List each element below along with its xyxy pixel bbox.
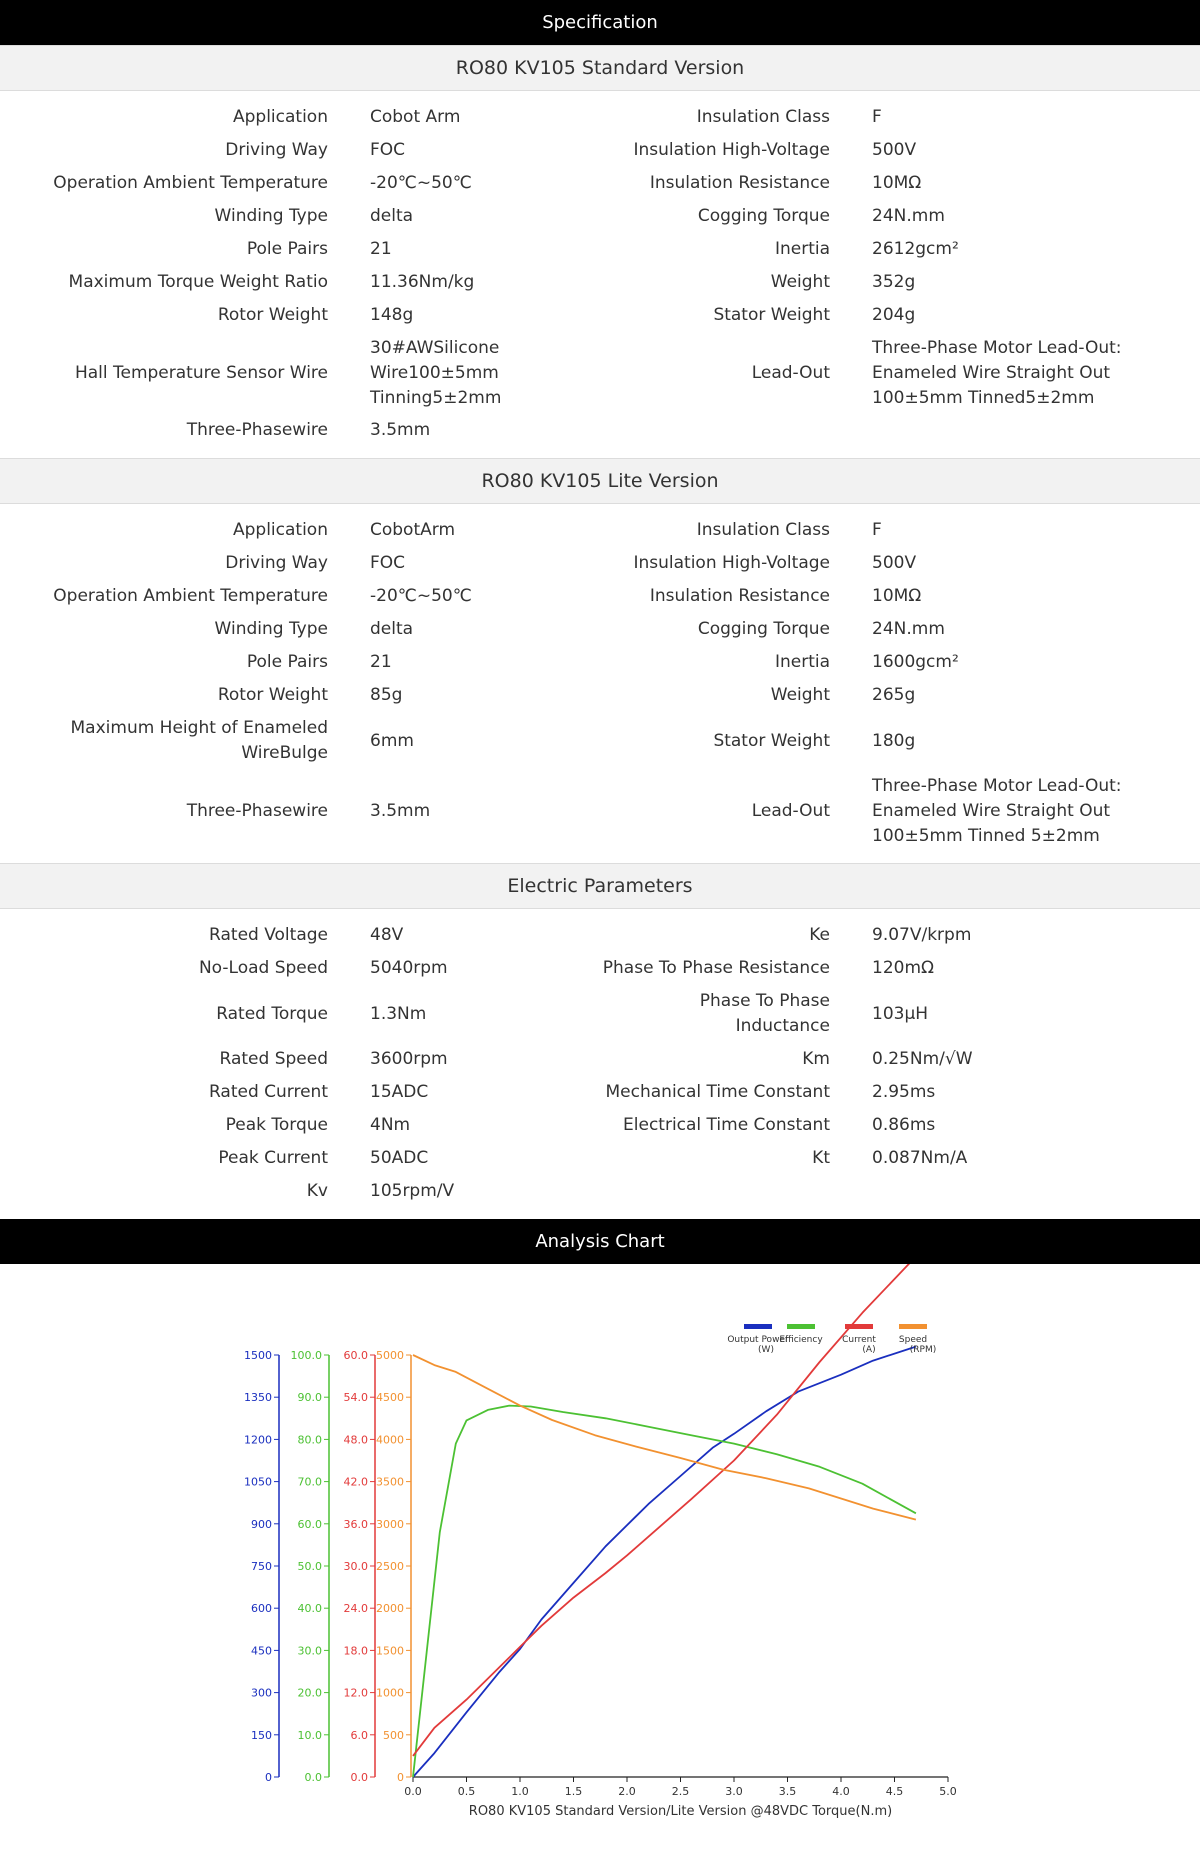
spec-label: Km <box>802 1049 830 1069</box>
spec-value: 0.087Nm/A <box>872 1148 968 1168</box>
spec-label: Inertia <box>774 239 830 259</box>
spec-label: Peak Current <box>218 1148 328 1168</box>
y-tick-label: 50.0 <box>297 1560 322 1573</box>
spacer <box>830 580 872 613</box>
spec-value: 3600rpm <box>370 1049 448 1069</box>
x-tick-label: 3.0 <box>725 1785 743 1798</box>
y-tick-label: 150 <box>251 1728 272 1742</box>
spec-value: 24N.mm <box>872 206 945 226</box>
spec-label: Lead-Out <box>751 800 830 821</box>
spacer <box>830 514 872 547</box>
electric-parameters-title-text: Electric Parameters <box>507 875 693 897</box>
spacer <box>328 101 370 134</box>
spec-label: Insulation High-Voltage <box>633 553 830 573</box>
y-tick-label: 300 <box>251 1686 272 1700</box>
spec-value: Three-Phase Motor Lead-Out: Enameled Wire Straight Out 100±5mm Tinned 5±2mm <box>872 775 1122 846</box>
x-tick-label: 2.5 <box>671 1785 690 1798</box>
specification-title: Specification <box>542 12 658 33</box>
spacer <box>328 200 370 233</box>
spec-label: No-Load Speed <box>198 958 328 978</box>
spec-label: Electrical Time Constant <box>623 1115 830 1135</box>
spec-label: Driving Way <box>225 553 328 573</box>
series-line-output-power <box>413 1347 916 1777</box>
y-tick-label: 24.0 <box>343 1602 368 1616</box>
x-tick-label: 0.0 <box>404 1785 422 1798</box>
y-tick-label: 4500 <box>376 1391 404 1405</box>
spec-label: Ke <box>809 925 830 945</box>
y-tick-label: 42.0 <box>343 1475 368 1489</box>
y-tick-label: 6.0 <box>350 1728 368 1742</box>
spacer <box>830 646 872 679</box>
y-tick-label: 5000 <box>376 1349 404 1362</box>
spec-label: Lead-Out <box>751 362 830 383</box>
spec-value: 10MΩ <box>872 173 922 193</box>
spacer <box>830 299 872 332</box>
spec-value: 5040rpm <box>370 958 448 978</box>
y-tick-label: 18.0 <box>343 1644 368 1658</box>
spec-label: Insulation Resistance <box>649 586 830 606</box>
spacer <box>830 1142 872 1175</box>
spacer <box>328 1109 370 1142</box>
spacer <box>328 1076 370 1109</box>
spec-value: 3.5mm <box>370 800 431 821</box>
y-tick-label: 0 <box>265 1771 272 1784</box>
y-tick-label: 30.0 <box>297 1644 322 1658</box>
y-tick-label: 90.0 <box>297 1391 322 1405</box>
spec-label: Rotor Weight <box>217 305 328 325</box>
legend-swatch <box>787 1324 815 1329</box>
spec-value: 11.36Nm/kg <box>370 272 475 292</box>
spacer <box>830 1175 872 1208</box>
spacer <box>328 167 370 200</box>
legend-label: Output Power <box>727 1335 789 1345</box>
spec-value: 352g <box>872 272 916 292</box>
legend-swatch <box>899 1324 927 1329</box>
spacer <box>328 547 370 580</box>
spacer <box>830 266 872 299</box>
spec-value: 2612gcm² <box>872 239 959 259</box>
spec-value: 21 <box>370 239 392 259</box>
legend-swatch <box>744 1324 772 1329</box>
spec-value: 1.3Nm <box>370 1003 427 1024</box>
spec-value: 9.07V/krpm <box>872 925 972 945</box>
spec-value: 204g <box>872 305 916 325</box>
electric-parameters-title <box>0 863 1200 909</box>
spec-value: -20℃~50℃ <box>370 586 472 606</box>
lite-version-title-text: RO80 KV105 Lite Version <box>481 470 719 492</box>
legend-label: Current <box>842 1335 876 1345</box>
series-line-efficiency <box>413 1406 916 1777</box>
spec-value: 3.5mm <box>370 420 431 440</box>
spec-value: 30#AWSilicone Wire100±5mm Tinning5±2mm <box>370 337 502 408</box>
y-tick-label: 4000 <box>376 1433 404 1447</box>
spec-label <box>542 414 830 447</box>
spacer <box>328 919 370 952</box>
spec-value: 0.86ms <box>872 1115 936 1135</box>
spec-value <box>872 414 1200 447</box>
spec-value: 103μH <box>872 1003 929 1024</box>
x-tick-label: 4.5 <box>885 1785 904 1798</box>
standard-spec-table <box>0 91 1200 458</box>
spec-value: 48V <box>370 925 404 945</box>
spacer <box>328 414 370 447</box>
x-tick-label: 2.0 <box>618 1785 636 1798</box>
spacer <box>830 167 872 200</box>
spacer <box>328 679 370 712</box>
y-tick-label: 0.0 <box>304 1771 322 1784</box>
y-tick-label: 3500 <box>376 1475 404 1489</box>
y-tick-label: 1500 <box>376 1644 404 1658</box>
lite-version-title <box>0 458 1200 504</box>
specification-header <box>0 0 1200 45</box>
y-tick-label: 70.0 <box>297 1475 322 1489</box>
y-tick-label: 0.0 <box>350 1771 368 1784</box>
x-tick-label: 1.5 <box>564 1785 583 1798</box>
spacer <box>328 299 370 332</box>
spacer <box>328 134 370 167</box>
spacer <box>830 233 872 266</box>
spacer <box>328 332 370 414</box>
y-tick-label: 20.0 <box>297 1686 322 1700</box>
spec-value: -20℃~50℃ <box>370 173 472 193</box>
spec-label: Insulation Class <box>696 520 830 540</box>
spec-label: Winding Type <box>214 619 328 639</box>
y-tick-label: 0 <box>397 1771 404 1784</box>
legend-unit: (W) <box>758 1345 774 1355</box>
spacer <box>830 101 872 134</box>
analysis-chart <box>0 1264 1200 1826</box>
y-tick-label: 100.0 <box>290 1349 322 1362</box>
spec-label <box>542 1175 830 1208</box>
spacer <box>830 919 872 952</box>
spec-label: Insulation High-Voltage <box>633 140 830 160</box>
spec-label: Pole Pairs <box>246 239 328 259</box>
y-tick-label: 2500 <box>376 1560 404 1573</box>
spec-label: Operation Ambient Temperature <box>53 173 328 193</box>
y-tick-label: 54.0 <box>343 1391 368 1405</box>
spacer <box>830 985 872 1043</box>
spec-label: Rated Speed <box>219 1049 328 1069</box>
y-tick-label: 900 <box>251 1517 272 1531</box>
standard-version-title-text: RO80 KV105 Standard Version <box>455 57 745 79</box>
spacer <box>328 514 370 547</box>
spacer <box>830 200 872 233</box>
spec-value: 105rpm/V <box>370 1181 455 1201</box>
y-tick-label: 40.0 <box>297 1602 322 1616</box>
spec-value: FOC <box>370 553 406 573</box>
legend-label: Efficiency <box>779 1335 823 1345</box>
spacer <box>328 1175 370 1208</box>
y-tick-label: 600 <box>251 1602 272 1616</box>
spec-value: F <box>872 520 882 540</box>
spec-label: Weight <box>770 272 830 292</box>
spec-value: 4Nm <box>370 1115 411 1135</box>
x-tick-label: 3.5 <box>778 1785 797 1798</box>
spec-value: 180g <box>872 730 916 751</box>
spacer <box>830 952 872 985</box>
spacer <box>830 1043 872 1076</box>
spec-label: Maximum Height of Enameled WireBulge <box>70 718 328 763</box>
spacer <box>830 770 872 852</box>
spec-label: Cogging Torque <box>697 619 830 639</box>
spec-label: Three-Phasewire <box>186 800 328 821</box>
spacer <box>328 1142 370 1175</box>
spec-label: Inertia <box>774 652 830 672</box>
series-line-current <box>413 1264 916 1756</box>
y-tick-label: 10.0 <box>297 1728 322 1742</box>
spec-label: Phase To Phase Inductance <box>699 991 830 1036</box>
spec-value: 0.25Nm/√W <box>872 1049 973 1069</box>
y-tick-label: 750 <box>251 1560 272 1573</box>
spec-value: FOC <box>370 140 406 160</box>
y-tick-label: 500 <box>383 1728 404 1742</box>
series-line-speed <box>413 1355 916 1520</box>
spec-label: Driving Way <box>225 140 328 160</box>
y-tick-label: 1000 <box>376 1686 404 1700</box>
x-tick-label: 4.0 <box>832 1785 850 1798</box>
spec-label: Rated Torque <box>216 1003 328 1024</box>
spec-value: F <box>872 107 882 127</box>
spacer <box>830 332 872 414</box>
legend-unit: (RPM) <box>909 1345 937 1355</box>
spec-value: 15ADC <box>370 1082 429 1102</box>
spec-label: Rated Current <box>208 1082 328 1102</box>
y-tick-label: 48.0 <box>343 1433 368 1447</box>
y-tick-label: 60.0 <box>343 1349 368 1362</box>
spacer <box>328 712 370 770</box>
spec-value: 21 <box>370 652 392 672</box>
spec-label: Application <box>233 107 328 127</box>
spec-value: 6mm <box>370 730 414 751</box>
y-tick-label: 1500 <box>244 1349 272 1362</box>
y-tick-label: 60.0 <box>297 1517 322 1531</box>
spec-label: Insulation Class <box>696 107 830 127</box>
spacer <box>328 233 370 266</box>
spacer <box>328 580 370 613</box>
spec-label: Application <box>233 520 328 540</box>
y-tick-label: 80.0 <box>297 1433 322 1447</box>
y-tick-label: 36.0 <box>343 1517 368 1531</box>
spec-value: 500V <box>872 140 917 160</box>
spacer <box>328 985 370 1043</box>
x-axis-label: RO80 KV105 Standard Version/Lite Version @48VDC Torque(N.m) <box>468 1804 893 1819</box>
y-tick-label: 2000 <box>376 1602 404 1616</box>
spacer <box>830 414 872 447</box>
spec-label: Pole Pairs <box>246 652 328 672</box>
spacer <box>328 952 370 985</box>
spacer <box>830 1109 872 1142</box>
spec-value: 10MΩ <box>872 586 922 606</box>
spacer <box>830 679 872 712</box>
legend-swatch <box>845 1324 873 1329</box>
electric-spec-table <box>0 909 1200 1219</box>
lite-spec-table <box>0 504 1200 863</box>
spec-value: 120mΩ <box>872 958 934 978</box>
legend-unit: (A) <box>862 1345 876 1355</box>
spec-value <box>872 1175 1200 1208</box>
y-tick-label: 1350 <box>244 1391 272 1405</box>
x-tick-label: 5.0 <box>939 1785 957 1798</box>
spec-label: Weight <box>770 685 830 705</box>
spec-label: Stator Weight <box>713 730 830 751</box>
spacer <box>830 1076 872 1109</box>
spec-value: 1600gcm² <box>872 652 959 672</box>
legend-label: Speed <box>898 1335 928 1345</box>
spacer <box>830 134 872 167</box>
y-tick-label: 450 <box>251 1644 272 1658</box>
spec-value: Three-Phase Motor Lead-Out: Enameled Wire Straight Out 100±5mm Tinned5±2mm <box>872 337 1122 408</box>
spec-value: Cobot Arm <box>370 107 461 127</box>
spec-value: 148g <box>370 305 414 325</box>
spec-value: 500V <box>872 553 917 573</box>
spacer <box>830 613 872 646</box>
analysis-chart-title: Analysis Chart <box>535 1231 665 1252</box>
spec-value: 85g <box>370 685 403 705</box>
spec-label: Cogging Torque <box>697 206 830 226</box>
spec-label: Maximum Torque Weight Ratio <box>68 272 328 292</box>
analysis-chart-header <box>0 1219 1200 1264</box>
spec-label: Winding Type <box>214 206 328 226</box>
spec-label: Peak Torque <box>225 1115 328 1135</box>
spec-value: 2.95ms <box>872 1082 936 1102</box>
spec-label: Operation Ambient Temperature <box>53 586 328 606</box>
spec-label: Phase To Phase Resistance <box>602 958 830 978</box>
y-tick-label: 30.0 <box>343 1560 368 1573</box>
spec-label: Mechanical Time Constant <box>605 1082 830 1102</box>
standard-version-title <box>0 45 1200 91</box>
spec-value: delta <box>370 206 414 226</box>
spec-label: Three-Phasewire <box>186 420 328 440</box>
spacer <box>328 613 370 646</box>
spec-value: 265g <box>872 685 916 705</box>
y-tick-label: 1200 <box>244 1433 272 1447</box>
x-tick-label: 0.5 <box>457 1785 476 1798</box>
spacer <box>830 712 872 770</box>
spec-label: Kt <box>812 1148 830 1168</box>
spacer <box>830 547 872 580</box>
x-tick-label: 1.0 <box>511 1785 529 1798</box>
spec-label: Stator Weight <box>713 305 830 325</box>
y-tick-label: 12.0 <box>343 1686 368 1700</box>
spec-value: 24N.mm <box>872 619 945 639</box>
spec-value: 50ADC <box>370 1148 429 1168</box>
spec-label: Rated Voltage <box>209 925 328 945</box>
spec-label: Insulation Resistance <box>649 173 830 193</box>
spec-label: Kv <box>306 1181 328 1201</box>
analysis-chart-container <box>0 1264 1200 1826</box>
y-tick-label: 3000 <box>376 1517 404 1531</box>
spacer <box>328 646 370 679</box>
spacer <box>328 770 370 852</box>
spec-value: CobotArm <box>370 520 456 540</box>
spec-label: Hall Temperature Sensor Wire <box>74 362 328 383</box>
spec-label: Rotor Weight <box>217 685 328 705</box>
spacer <box>328 266 370 299</box>
spacer <box>328 1043 370 1076</box>
spec-value: delta <box>370 619 414 639</box>
y-tick-label: 1050 <box>244 1475 272 1489</box>
